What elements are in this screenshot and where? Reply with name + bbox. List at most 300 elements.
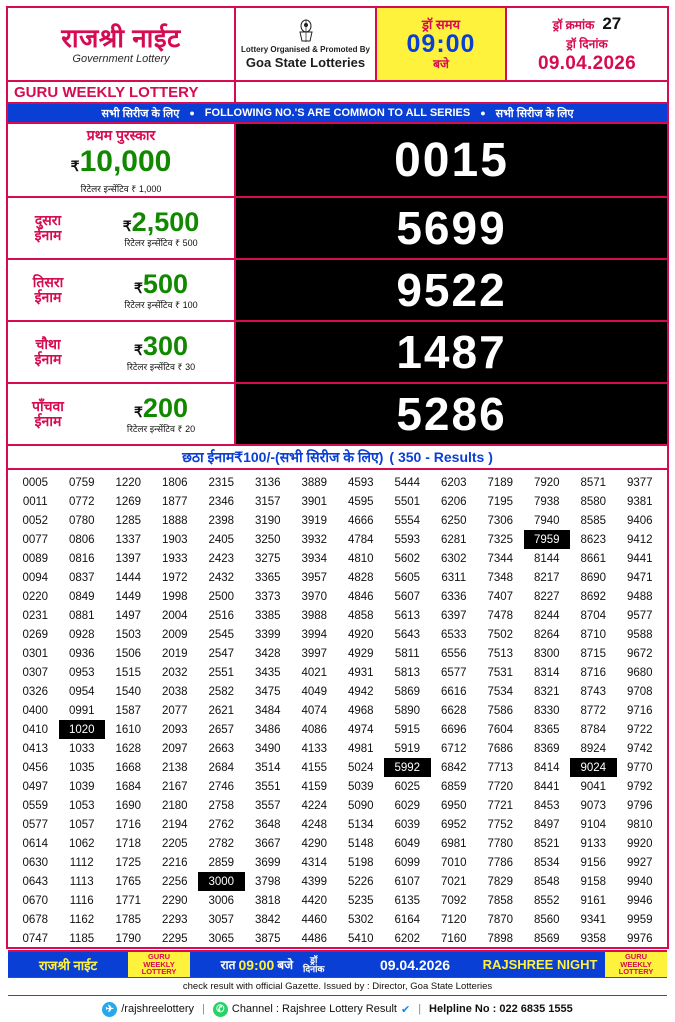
winning-number-cell: 1628 [115,742,142,755]
rupee-symbol-2: ₹ [122,217,132,234]
footer-guru-l3: LOTTERY [141,967,177,977]
winning-number-cell: 2290 [161,894,188,907]
winning-number-cell: 8414 [533,761,560,774]
winning-number-cell: 1785 [115,913,142,926]
winning-number-cell: 5134 [347,818,374,831]
header [8,8,667,82]
winning-number-cell: 2216 [161,856,188,869]
winning-number-cell: 5915 [394,723,421,736]
winning-number-cell: 3157 [254,495,281,508]
rupee-symbol-4: ₹ [134,341,143,358]
winning-number-cell: 1285 [115,514,142,527]
winning-number-cell: 8704 [580,609,607,622]
brand-block [8,8,236,80]
footer-guru-r1: GURU [624,951,648,961]
winning-number-cell: 3648 [254,818,281,831]
winning-number-cell: 5811 [394,647,420,660]
winning-number-cell: 2256 [161,875,188,888]
footer-guru-badge-left [128,952,190,977]
winning-number-cell: 9577 [626,609,653,622]
winning-number-cell: 9377 [626,476,653,489]
winning-number-cell: 9672 [626,647,653,660]
table-row [12,929,663,948]
footer-bar [8,952,667,978]
winning-number-cell: 2758 [208,799,235,812]
footer-time-block [190,952,355,977]
common-numbers-strip [8,104,667,124]
winning-number-cell: 3551 [254,780,281,793]
winning-number-cell: 0307 [22,666,49,679]
winning-number-cell: 3365 [254,571,281,584]
winning-number-cell: 5039 [347,780,374,793]
winning-number-cell: 2423 [208,552,235,565]
winning-number-cell: 6164 [394,913,421,926]
winning-number-cell: 2621 [208,704,235,717]
winning-number-cell: 8300 [533,647,560,660]
winning-number-cell: 8772 [580,704,607,717]
winning-number-cell: 5869 [394,685,421,698]
winning-number-cell: 2138 [161,761,188,774]
winning-number-cell: 0301 [22,647,49,660]
winning-number-cell: 4159 [301,780,328,793]
winning-number-cell: 3428 [254,647,281,660]
prize-second-name-l2: ईनाम [34,227,62,243]
prize-fifth-name-l2: ईनाम [34,413,62,429]
prize-fourth-number: 1487 [236,322,667,382]
sixth-prize-label: छठा ईनाम [182,448,235,465]
winning-number-cell: 5643 [394,628,421,641]
table-row [12,606,663,625]
winning-number-cell: 2746 [208,780,235,793]
winning-number-cell: 1972 [161,571,188,584]
winning-number-cell: 0231 [22,609,49,622]
common-right-hindi: सभी सिरीज के लिए [495,107,574,120]
winning-number-cell: 6556 [440,647,467,660]
table-row [12,891,663,910]
winning-number-cell: 1684 [115,780,142,793]
footer-brand-hindi: राजश्री नाईट [38,957,98,973]
prize-first-amount [8,145,234,179]
draw-date-label: ड्रॉ दिनांक [566,36,608,51]
winning-number-cell: 2093 [161,723,188,736]
winning-number-cell: 8571 [580,476,607,489]
winning-number-cell: 2551 [208,666,235,679]
winning-number-cell: 4981 [347,742,374,755]
winning-number-cell: 1610 [115,723,142,736]
winning-number-cell: 9792 [626,780,653,793]
winning-number-cell: 8560 [533,913,560,926]
table-row [12,872,663,891]
winning-number-cell: 5198 [347,856,374,869]
winning-number-cell: 6039 [394,818,421,831]
footer-time-value: 09:00 [238,956,275,973]
footer-draw-label-l2: दिनांक [303,963,325,974]
winning-number-cell: 4666 [347,514,374,527]
winning-numbers-table [12,473,663,948]
winning-number-cell: 3006 [208,894,235,907]
winning-number-cell: 3373 [254,590,281,603]
telegram-icon: ✈ [102,1002,117,1017]
winning-number-cell: 8569 [533,932,560,945]
winning-number-cell: 3190 [254,514,281,527]
winning-number-cell: 4248 [301,818,328,831]
winning-number-cell: 3484 [254,704,281,717]
winning-number-cell: 2019 [161,647,188,660]
winning-number-cell: 2657 [208,723,235,736]
winning-number-cell: 7344 [487,552,514,565]
winning-number-cell: 1035 [68,761,95,774]
winning-number-cell: 5501 [394,495,421,508]
winning-number-cell: 8924 [580,742,607,755]
winning-number-cell: 2398 [208,514,235,527]
table-row [12,682,663,701]
prize-third-name [8,275,88,306]
winning-number-cell: 8321 [533,685,560,698]
table-row [12,473,663,492]
winning-number-cell: 4828 [347,571,374,584]
winning-number-cell: 3919 [301,514,328,527]
winning-number-cell: 6250 [440,514,467,527]
winning-number-cell: 8497 [533,818,560,831]
winning-number-cell: 4155 [301,761,328,774]
winning-number-cell: 7721 [487,799,514,812]
winning-number-cell: 4314 [301,856,328,869]
winning-number-cell: 4224 [301,799,328,812]
winning-number-cell: 3065 [208,932,235,945]
winning-number-cell: 3486 [254,723,281,736]
winning-number-cell: 1690 [115,799,142,812]
winning-number-cell: 4810 [347,552,374,565]
winning-number-cell: 4021 [301,666,328,679]
winning-number-cell: 9722 [626,723,653,736]
winning-number-cell: 9471 [626,571,653,584]
winning-number-cell: 2293 [161,913,188,926]
winning-number-cell: 4399 [301,875,328,888]
winning-number-cell: 1020 [59,720,106,739]
winning-number-cell: 0954 [68,685,95,698]
verified-badge-icon: ✔ [400,1003,411,1016]
winning-number-cell: 0011 [22,495,48,508]
winning-number-cell: 0953 [68,666,95,679]
winning-number-cell: 6859 [440,780,467,793]
winning-number-cell: 6696 [440,723,467,736]
winning-number-cell: 4942 [347,685,374,698]
prize-third-name-l1: तिसरा [32,273,64,290]
winning-number-cell: 6616 [440,685,467,698]
winning-number-cell: 7195 [487,495,514,508]
winning-number-cell: 9488 [626,590,653,603]
winning-number-cell: 8264 [533,628,560,641]
winning-number-cell: 9024 [570,758,617,777]
winning-number-cell: 5444 [394,476,421,489]
winning-number-cell: 0559 [22,799,49,812]
whatsapp-chip[interactable] [213,1002,410,1017]
winning-number-cell: 1444 [115,571,142,584]
prize-third-incentive: रिटेलर इन्सेंटिव ₹ 100 [124,299,198,310]
winning-number-cell: 3136 [254,476,281,489]
winning-number-cell: 0670 [22,894,49,907]
winning-number-cell: 2432 [208,571,235,584]
winning-number-cell: 7940 [533,514,560,527]
winning-number-cell: 4133 [301,742,328,755]
winning-number-cell: 6099 [394,856,421,869]
table-row [12,739,663,758]
winning-number-cell: 6311 [441,571,467,584]
winning-number-cell: 9770 [626,761,653,774]
winning-number-cell: 3901 [301,495,328,508]
winning-number-cell: 1497 [115,609,142,622]
prize-first-name: प्रथम पुरस्कार [86,126,156,143]
winning-number-cell: 8552 [533,894,560,907]
winning-number-cell: 3997 [301,647,328,660]
winning-number-cell: 1116 [69,894,94,907]
winning-number-cell: 1062 [68,837,95,850]
winning-number-cell: 6281 [440,533,467,546]
table-row [12,568,663,587]
prize-fifth-name-l1: पाँचवा [32,397,64,414]
winning-number-cell: 9341 [580,913,607,926]
draw-number-label: ड्रॉ क्रमांक [552,17,595,32]
winning-number-cell: 8580 [580,495,607,508]
winning-number-cell: 2194 [161,818,188,831]
winning-number-cell: 7586 [487,704,514,717]
prize-fourth-left [8,322,236,382]
winning-number-cell: 4460 [301,913,328,926]
winning-number-cell: 7021 [440,875,467,888]
winning-number-cell: 0936 [68,647,95,660]
prize-third-number: 9522 [236,260,667,320]
rupee-symbol-5: ₹ [134,403,143,420]
winning-number-cell: 5148 [347,837,374,850]
winning-number-cell: 1933 [161,552,188,565]
winning-number-cell: 6206 [440,495,467,508]
table-row [12,796,663,815]
winning-number-cell: 1540 [115,685,142,698]
winning-number-cell: 9441 [626,552,653,565]
winning-number-cell: 6628 [440,704,467,717]
footer-draw-label-l1: ड्रॉ [310,954,318,965]
winning-number-cell: 6202 [394,932,421,945]
draw-time-value: 09:00 [406,30,476,59]
winning-number-cell: 5919 [394,742,421,755]
winning-number-cell: 8715 [580,647,607,660]
winning-number-cell: 0806 [68,533,95,546]
winning-number-cell: 1033 [68,742,95,755]
draw-number-value: 27 [602,13,622,33]
table-row [12,834,663,853]
table-row [12,701,663,720]
sixth-prize-amount: ₹100/- [234,448,276,465]
winning-number-cell: 3667 [254,837,281,850]
prize-fourth-name-l1: चौथा [35,335,61,352]
winning-number-cell: 0928 [68,628,95,641]
prize-second-left [8,198,236,258]
winning-number-cell: 0780 [68,514,95,527]
winning-number-cell: 7534 [487,685,514,698]
prize-first-left [8,124,236,196]
sixth-prize-results-count: ( 350 - Results ) [389,449,493,465]
winning-number-cell: 8441 [533,780,560,793]
winning-number-cell: 2009 [161,628,188,641]
table-row [12,758,663,777]
winning-number-cell: 7686 [487,742,514,755]
winning-number-cell: 2032 [161,666,188,679]
winning-number-cell: 6981 [440,837,467,850]
prize-row-first [8,124,667,198]
winning-number-cell: 7325 [487,533,514,546]
winning-number-cell: 7478 [487,609,514,622]
prize-row-second [8,198,667,260]
whatsapp-channel: Channel : Rajshree Lottery Result [231,1003,397,1015]
footer-draw-date: 09.04.2026 [379,956,451,973]
winning-number-cell: 7720 [487,780,514,793]
winning-number-cell: 1220 [115,476,142,489]
winning-number-cell: 6107 [394,875,421,888]
telegram-chip[interactable] [102,1002,194,1017]
winning-number-cell: 3385 [254,609,281,622]
winning-number-cell: 0497 [22,780,49,793]
winning-number-cell: 4931 [347,666,374,679]
table-row [12,492,663,511]
brand-name-hindi: राजश्री नाईट [61,22,181,53]
prize-fifth-incentive: रिटेलर इन्सेंटिव ₹ 20 [126,423,196,434]
winning-number-cell: 7604 [487,723,514,736]
winning-number-cell: 7713 [487,761,514,774]
winning-number-cell: 9381 [626,495,653,508]
winning-number-cell: 8369 [533,742,560,755]
winning-number-cell: 0077 [22,533,49,546]
winning-number-cell: 8534 [533,856,560,869]
winning-number-cell: 1718 [115,837,142,850]
winning-number-cell: 7010 [440,856,467,869]
winning-number-cell: 3475 [254,685,281,698]
draw-time-block [377,8,507,80]
draw-date-value: 09.04.2026 [537,52,637,74]
footer-guru-l1: GURU [147,951,171,961]
contact-bar [8,996,667,1022]
winning-number-cell: 9073 [580,799,607,812]
winning-number-cell: 7348 [487,571,514,584]
winning-number-cell: 1053 [68,799,95,812]
footer-time-suffix: बजे [277,958,294,972]
prize-fourth-amountbox [88,330,234,372]
winning-number-cell: 4858 [347,609,374,622]
winning-number-cell: 9976 [626,932,653,945]
winning-number-cell: 7870 [487,913,514,926]
winning-number-cell: 3798 [254,875,281,888]
winning-number-cell: 8330 [533,704,560,717]
winning-number-cell: 1449 [115,590,142,603]
winning-number-cell: 7189 [487,476,514,489]
prize-second-name-l1: दुसरा [34,211,62,228]
winning-number-cell: 6029 [394,799,421,812]
winning-number-cell: 0678 [22,913,49,926]
telegram-handle: /rajshreelottery [121,1003,195,1015]
prize-third-amount-value: 500 [142,268,188,299]
winning-number-cell: 9716 [626,704,653,717]
winning-number-cell: 7306 [487,514,514,527]
winning-number-cell: 6135 [394,894,421,907]
winning-number-cell: 1903 [161,533,188,546]
prize-third-left [8,260,236,320]
footer-brand-english: RAJSHREE NIGHT [482,957,598,972]
helpline-text: Helpline No : 022 6835 1555 [429,1003,573,1015]
prize-first-number: 0015 [236,124,667,196]
winning-number-cell: 6302 [440,552,467,565]
winning-number-cell: 9158 [580,875,607,888]
winning-number-cell: 3842 [254,913,281,926]
prize-second-name [8,213,88,244]
prize-third-amountbox [88,268,234,310]
winning-number-cell: 6577 [440,666,467,679]
table-row [12,530,663,549]
winning-number-cell: 4846 [347,590,374,603]
winning-number-cell: 3875 [254,932,281,945]
winning-number-cell: 0759 [68,476,95,489]
winning-number-cell: 2346 [208,495,235,508]
winning-number-cell: 1112 [69,856,94,869]
winning-number-cell: 8548 [533,875,560,888]
winning-number-cell: 3000 [198,872,245,891]
winning-number-cell: 1113 [69,875,94,888]
winning-number-cell: 7780 [487,837,514,850]
winning-number-cell: 5235 [347,894,374,907]
winning-number-cell: 3699 [254,856,281,869]
winning-number-cell: 4929 [347,647,374,660]
winning-number-cell: 8521 [533,837,560,850]
winning-number-cell: 1185 [69,932,95,945]
table-row [12,625,663,644]
winning-number-cell: 1716 [115,818,142,831]
prize-fifth-number: 5286 [236,384,667,444]
winning-number-cell: 4049 [301,685,328,698]
winning-number-cell: 9156 [580,856,607,869]
whatsapp-icon: ✆ [213,1002,228,1017]
winning-number-cell: 3490 [254,742,281,755]
winning-number-cell: 8365 [533,723,560,736]
winning-number-cell: 0614 [22,837,49,850]
winning-number-cell: 8690 [580,571,607,584]
winning-number-cell: 0643 [22,875,49,888]
winning-number-cell: 0991 [68,704,95,717]
common-left-hindi: सभी सिरीज के लिए [101,107,180,120]
winning-number-cell: 5613 [394,609,421,622]
winning-number-cell: 4593 [347,476,374,489]
table-row [12,587,663,606]
winning-number-cell: 9946 [626,894,653,907]
table-row [12,549,663,568]
winning-number-cell: 4086 [301,723,328,736]
winning-number-cell: 2516 [208,609,235,622]
winning-number-cell: 2547 [208,647,235,660]
winning-number-cell: 4974 [347,723,374,736]
winning-number-cell: 3435 [254,666,281,679]
prize-fifth-left [8,384,236,444]
winning-number-cell: 3934 [301,552,328,565]
table-row [12,511,663,530]
organiser-caption: Lottery Organised & Promoted By [241,44,370,54]
winning-number-cell: 9959 [626,913,653,926]
winning-number-cell: 6397 [440,609,467,622]
winning-number-cell: 8227 [533,590,560,603]
number-grid-wrapper [8,470,667,952]
prize-fourth-name-l2: ईनाम [34,351,62,367]
prize-second-amountbox [88,206,234,248]
winning-number-cell: 1725 [115,856,142,869]
winning-number-cell: 4074 [301,704,328,717]
draw-time-label: ड्रॉ समय [421,16,461,32]
winning-number-cell: 8692 [580,590,607,603]
